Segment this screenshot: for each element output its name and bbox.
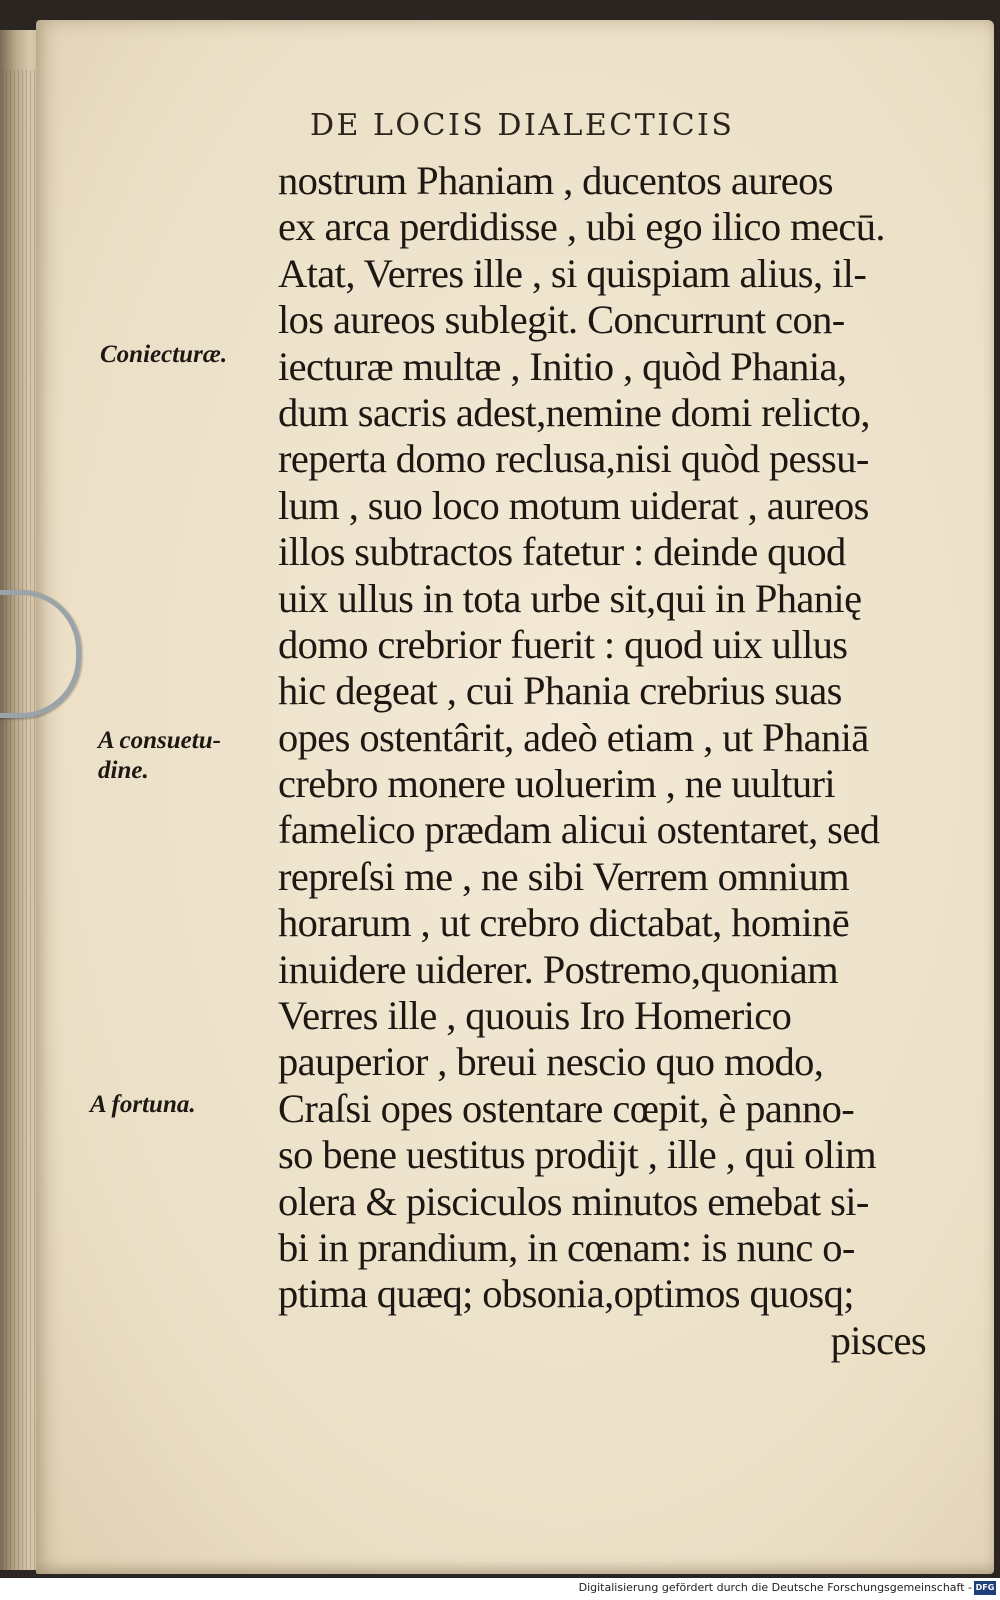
marginal-note-fortuna: A fortuna. — [90, 1091, 196, 1118]
text-line: Craſsi opes ostentare cœpit, è panno- — [278, 1085, 855, 1131]
marginal-note-conjecturae: Coniecturæ. — [100, 341, 228, 368]
marginal-note-line: dine. — [98, 757, 149, 784]
text-line: inuidere uiderer. Postremo,quoniam — [278, 946, 838, 992]
text-line: ptima quæq; obsonia,optimos quosq; — [278, 1271, 854, 1317]
text-line: reperta domo reclusa,nisi quòd pessu- — [278, 436, 869, 482]
page-edge-lines — [2, 70, 38, 1590]
text-line: bi in prandium, in cœnam: is nunc o- — [278, 1224, 855, 1270]
text-line: ex arca perdidisse , ubi ego ilico mecū. — [278, 204, 885, 250]
text-line: illos subtractos fatetur : deinde quod — [278, 529, 846, 575]
marginal-note-line: A consuetu- — [98, 727, 221, 754]
running-head: DE LOCIS DIALECTICIS — [310, 108, 735, 143]
text-line: los aureos sublegit. Concurrunt con- — [278, 297, 845, 343]
marginal-note-consuetudine — [98, 726, 221, 786]
text-line: crebro monere uoluerim , ne uulturi — [278, 761, 836, 807]
text-line: iecturæ multæ , Initio , quòd Phania, — [278, 343, 847, 389]
footer-bar — [0, 1578, 1000, 1600]
text-line: Verres ille , quouis Iro Homerico — [278, 993, 792, 1039]
footer-credit: Digitalisierung gefördert durch die Deutsche Forschungsgemeinschaft - — [578, 1581, 972, 1594]
text-line: repreſsi me , ne sibi Verrem omnium — [278, 853, 849, 899]
text-line: pauperior , breui nescio quo modo, — [278, 1039, 824, 1085]
dfg-logo: DFG — [974, 1581, 996, 1595]
text-line: famelico prædam alicui ostentaret, sed — [278, 807, 880, 853]
text-line: domo crebrior fuerit : quod uix ullus — [278, 621, 848, 667]
text-line: hic degeat , cui Phania crebrius suas — [278, 668, 842, 714]
text-line: so bene uestitus prodijt , ille , qui olim — [278, 1132, 877, 1178]
text-line: uix ullus in tota urbe sit,qui in Phanię — [278, 575, 862, 621]
text-line: horarum , ut crebro dictabat, hominē — [278, 900, 850, 946]
catchword: pisces — [830, 1317, 926, 1363]
text-line: lum , suo loco motum uiderat , aureos — [278, 482, 869, 528]
text-line: Atat, Verres ille , si quispiam alius, il- — [278, 250, 867, 296]
text-line: dum sacris adest,nemine domi relicto, — [278, 389, 870, 435]
text-line: olera & pisciculos minutos emebat si- — [278, 1178, 869, 1224]
text-line: opes ostentârit, adeò etiam , ut Phaniā — [278, 714, 869, 760]
text-line: nostrum Phaniam , ducentos aureos — [278, 158, 833, 203]
body-text-block — [278, 158, 938, 1364]
